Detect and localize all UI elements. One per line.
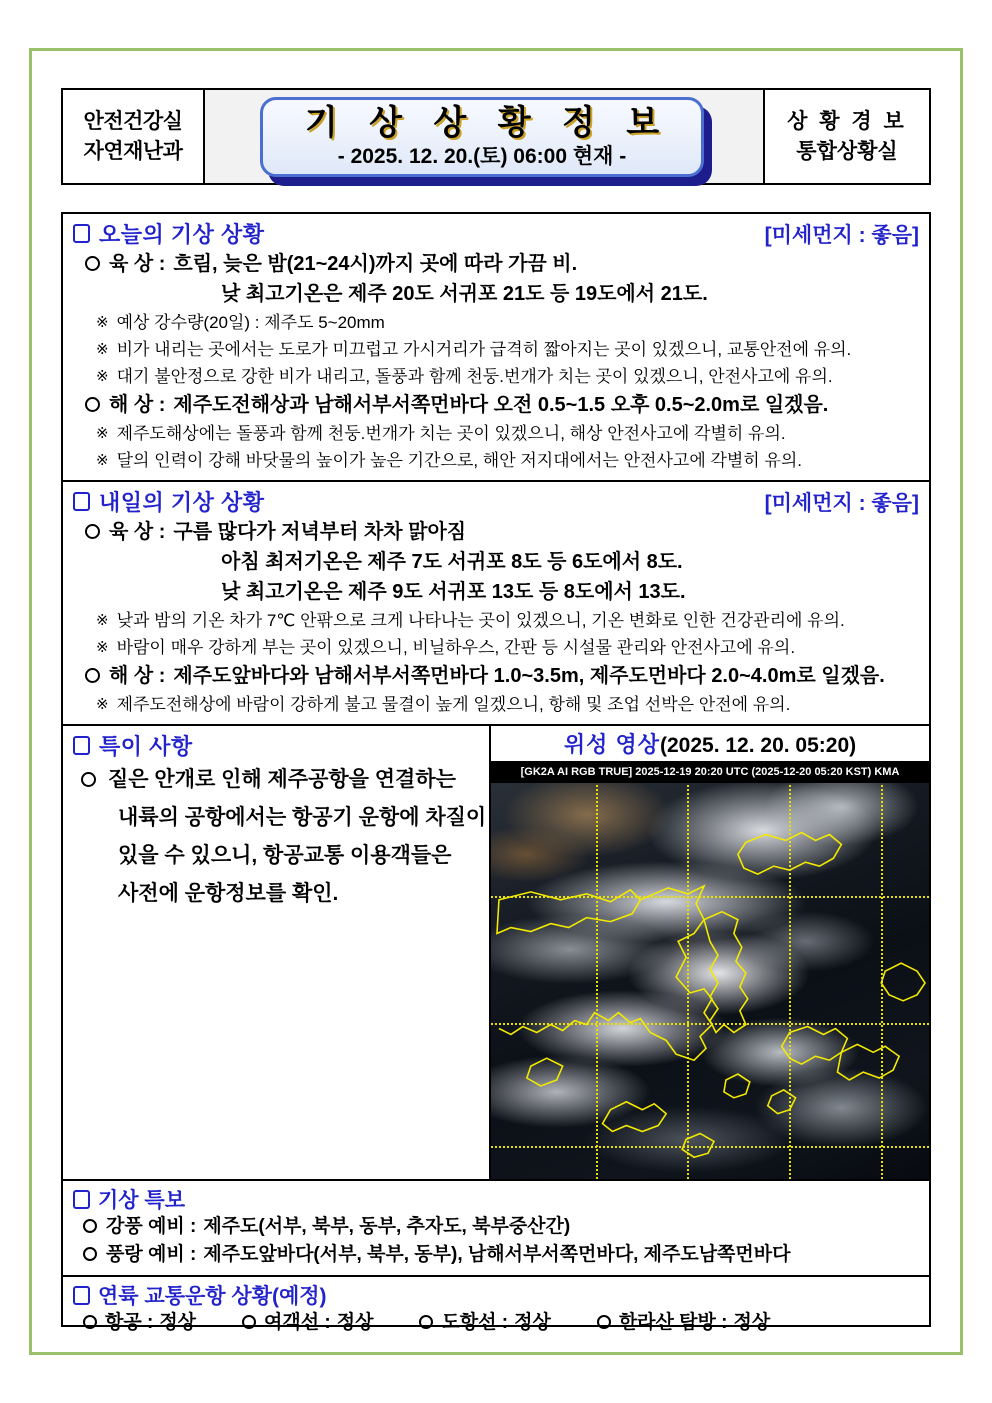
tomorrow-land-line-3: 낮 최고기온은 제주 9도 서귀포 13도 등 8도에서 13도.	[221, 581, 686, 603]
today-note-1: 예상 강수량(20일) : 제주도 5~20mm	[116, 313, 385, 332]
transport-ferry-label: 도항선 :	[441, 1312, 509, 1333]
checkbox-icon	[73, 1286, 90, 1305]
asterisk-icon: ※	[96, 612, 109, 629]
asterisk-icon: ※	[96, 314, 109, 331]
section-today-weather	[63, 214, 929, 482]
warning-row-wave	[73, 1241, 919, 1269]
satellite-coastline-overlay	[491, 783, 929, 1179]
section-transport-status	[63, 1277, 929, 1343]
tomorrow-heading-left	[73, 486, 265, 517]
warning-wave-value: 제주도앞바다(서부, 북부, 동부), 남해서부서쪽먼바다, 제주도남쪽먼바다	[203, 1244, 791, 1265]
tomorrow-land-label: 육 상 :	[109, 521, 166, 543]
warning-row-wind	[73, 1213, 919, 1241]
tomorrow-note-3-row	[73, 691, 919, 718]
transport-passenger-ship-value: 정상	[336, 1312, 374, 1333]
transport-item-ferry	[419, 1309, 550, 1337]
section-special-notes	[63, 726, 491, 1179]
today-sea-line: 제주도전해상과 남해서부서쪽먼바다 오전 0.5~1.5 오후 0.5~2.0m로 일겠음.	[173, 394, 829, 416]
title-plate-body	[260, 97, 704, 177]
asterisk-icon: ※	[96, 341, 109, 358]
satellite-title-row	[491, 726, 929, 761]
today-note-3: 대기 불안정으로 강한 비가 내리고, 돌풍과 함께 천둥.번개가 치는 곳이 있겠으니, 안전사고에 유의.	[116, 367, 833, 386]
page-title: 기 상 상 황 정 보	[304, 104, 671, 142]
circle-bullet-icon	[85, 397, 100, 412]
transport-item-hallasan	[597, 1309, 770, 1337]
circle-bullet-icon	[242, 1315, 256, 1329]
circle-bullet-icon	[419, 1315, 433, 1329]
transport-item-air	[83, 1309, 196, 1337]
office-line-1: 상 황 경 보	[787, 109, 907, 133]
warning-wave-label: 풍랑 예비 :	[106, 1244, 197, 1265]
special-note-line-1: 짙은 안개로 인해 제주공항을 연결하는	[108, 768, 456, 791]
transport-passenger-ship-label: 여객선 :	[264, 1312, 331, 1333]
today-note-1-row	[73, 309, 919, 336]
today-land-line-2: 낮 최고기온은 제주 20도 서귀포 21도 등 19도에서 21도.	[221, 283, 708, 305]
special-and-satellite-row	[63, 726, 929, 1181]
department-line-1: 안전건강실	[83, 109, 183, 133]
tomorrow-heading-row	[73, 486, 919, 517]
asterisk-icon: ※	[96, 368, 109, 385]
document-header	[61, 88, 931, 185]
circle-bullet-icon	[83, 1315, 97, 1329]
today-note-3-row	[73, 363, 919, 390]
transport-air-label: 항공 :	[105, 1312, 154, 1333]
transport-hallasan-value: 정상	[733, 1312, 771, 1333]
tomorrow-land-row	[73, 517, 919, 547]
tomorrow-sea-label: 해 상 :	[109, 665, 166, 687]
tomorrow-dust-badge: [미세먼지 : 좋음]	[764, 491, 919, 515]
special-heading-label: 특이 사항	[99, 734, 193, 759]
satellite-title-time: (2025. 12. 20. 05:20)	[659, 734, 857, 757]
tomorrow-sea-line: 제주도앞바다와 남해서부서쪽먼바다 1.0~3.5m, 제주도먼바다 2.0~4.0m로 일겠음.	[173, 665, 885, 687]
special-note-line-4: 사전에 운항정보를 확인.	[118, 882, 339, 905]
circle-bullet-icon	[85, 668, 100, 683]
circle-bullet-icon	[597, 1315, 611, 1329]
office-line-2: 통합상황실	[796, 139, 898, 163]
circle-bullet-icon	[83, 1247, 97, 1261]
special-note-line-2: 내륙의 공항에서는 항공기 운항에 차질이	[118, 806, 487, 829]
transport-item-passenger-ship	[242, 1309, 373, 1337]
tomorrow-note-2: 바람이 매우 강하게 부는 곳이 있겠으니, 비닐하우스, 간판 등 시설물 관리와 안전사고에 유의.	[116, 638, 796, 657]
checkbox-icon	[73, 224, 90, 243]
title-plate	[260, 97, 704, 177]
today-note-2: 비가 내리는 곳에서는 도로가 미끄럽고 가시거리가 급격히 짧아지는 곳이 있겠으니, 교통안전에 유의.	[116, 340, 852, 359]
tomorrow-note-3: 제주도전해상에 바람이 강하게 불고 물결이 높게 일겠으니, 항해 및 조업 선박은 안전에 유의.	[116, 695, 791, 714]
circle-bullet-icon	[83, 1219, 97, 1233]
asterisk-icon: ※	[96, 696, 109, 713]
satellite-caption: [GK2A AI RGB TRUE] 2025-12-19 20:20 UTC (2025-12-20 05:20 KST) KMA	[491, 761, 929, 783]
checkbox-icon	[73, 492, 90, 511]
transport-ferry-value: 정상	[514, 1312, 551, 1333]
department-line-2: 자연재난과	[83, 139, 183, 163]
header-office-cell	[763, 90, 929, 183]
tomorrow-land-line-2: 아침 최저기온은 제주 7도 서귀포 8도 등 6도에서 8도.	[221, 551, 683, 573]
warnings-heading-label: 기상 특보	[98, 1189, 185, 1212]
section-weather-warnings	[63, 1181, 929, 1277]
circle-bullet-icon	[81, 772, 96, 787]
warning-wind-label: 강풍 예비 :	[106, 1216, 197, 1237]
special-note-row-1	[73, 761, 481, 799]
special-heading-row	[73, 730, 481, 761]
transport-heading-label: 연륙 교통운항 상황(예정)	[98, 1285, 327, 1308]
circle-bullet-icon	[85, 524, 100, 539]
today-note-2-row	[73, 336, 919, 363]
today-note-5-row	[73, 447, 919, 474]
tomorrow-note-1: 낮과 밤의 기온 차가 7℃ 안팎으로 크게 나타나는 곳이 있겠으니, 기온 변화로 인한 건강관리에 유의.	[116, 611, 845, 630]
transport-hallasan-label: 한라산 탐방 :	[618, 1312, 728, 1333]
today-note-4: 제주도해상에는 돌풍과 함께 천둥.번개가 치는 곳이 있겠으니, 해상 안전사고에 각별히 유의.	[116, 424, 786, 443]
checkbox-icon	[73, 736, 90, 755]
today-heading-label: 오늘의 기상 상황	[99, 222, 265, 247]
circle-bullet-icon	[85, 256, 100, 271]
today-heading-row	[73, 218, 919, 249]
header-title-cell	[205, 90, 763, 183]
warnings-heading-row	[73, 1185, 919, 1213]
today-heading-left	[73, 218, 265, 249]
today-land-line-1: 흐림, 늦은 밤(21~24시)까지 곳에 따라 가끔 비.	[173, 253, 578, 275]
today-land-label: 육 상 :	[109, 253, 166, 275]
today-land-row	[73, 249, 919, 279]
tomorrow-sea-row	[73, 661, 919, 691]
asterisk-icon: ※	[96, 452, 109, 469]
warning-wind-value: 제주도(서부, 북부, 동부, 추자도, 북부중산간)	[203, 1216, 571, 1237]
tomorrow-note-2-row	[73, 634, 919, 661]
today-note-4-row	[73, 420, 919, 447]
special-note-line-3: 있을 수 있으니, 항공교통 이용객들은	[118, 844, 452, 867]
transport-status-row	[73, 1309, 919, 1337]
header-department-cell	[63, 90, 205, 183]
tomorrow-heading-label: 내일의 기상 상황	[99, 490, 265, 515]
page-title-datetime: - 2025. 12. 20.(토) 06:00 현재 -	[337, 145, 627, 168]
asterisk-icon: ※	[96, 639, 109, 656]
tomorrow-land-line-1: 구름 많다가 저녁부터 차차 맑아짐	[173, 521, 467, 543]
transport-heading-row	[73, 1281, 919, 1309]
section-tomorrow-weather	[63, 482, 929, 726]
satellite-title-label: 위성 영상	[563, 732, 660, 757]
checkbox-icon	[73, 1190, 90, 1209]
transport-air-value: 정상	[159, 1312, 197, 1333]
today-sea-row	[73, 390, 919, 420]
today-sea-label: 해 상 :	[109, 394, 166, 416]
special-heading-left	[73, 730, 193, 761]
satellite-image-container	[491, 761, 929, 1179]
tomorrow-note-1-row	[73, 607, 919, 634]
today-note-5: 달의 인력이 강해 바닷물의 높이가 높은 기간으로, 해안 저지대에서는 안전사고에 각별히 유의.	[116, 451, 803, 470]
today-dust-badge: [미세먼지 : 좋음]	[764, 223, 919, 247]
asterisk-icon: ※	[96, 425, 109, 442]
report-body	[61, 212, 931, 1333]
section-satellite	[491, 726, 929, 1179]
